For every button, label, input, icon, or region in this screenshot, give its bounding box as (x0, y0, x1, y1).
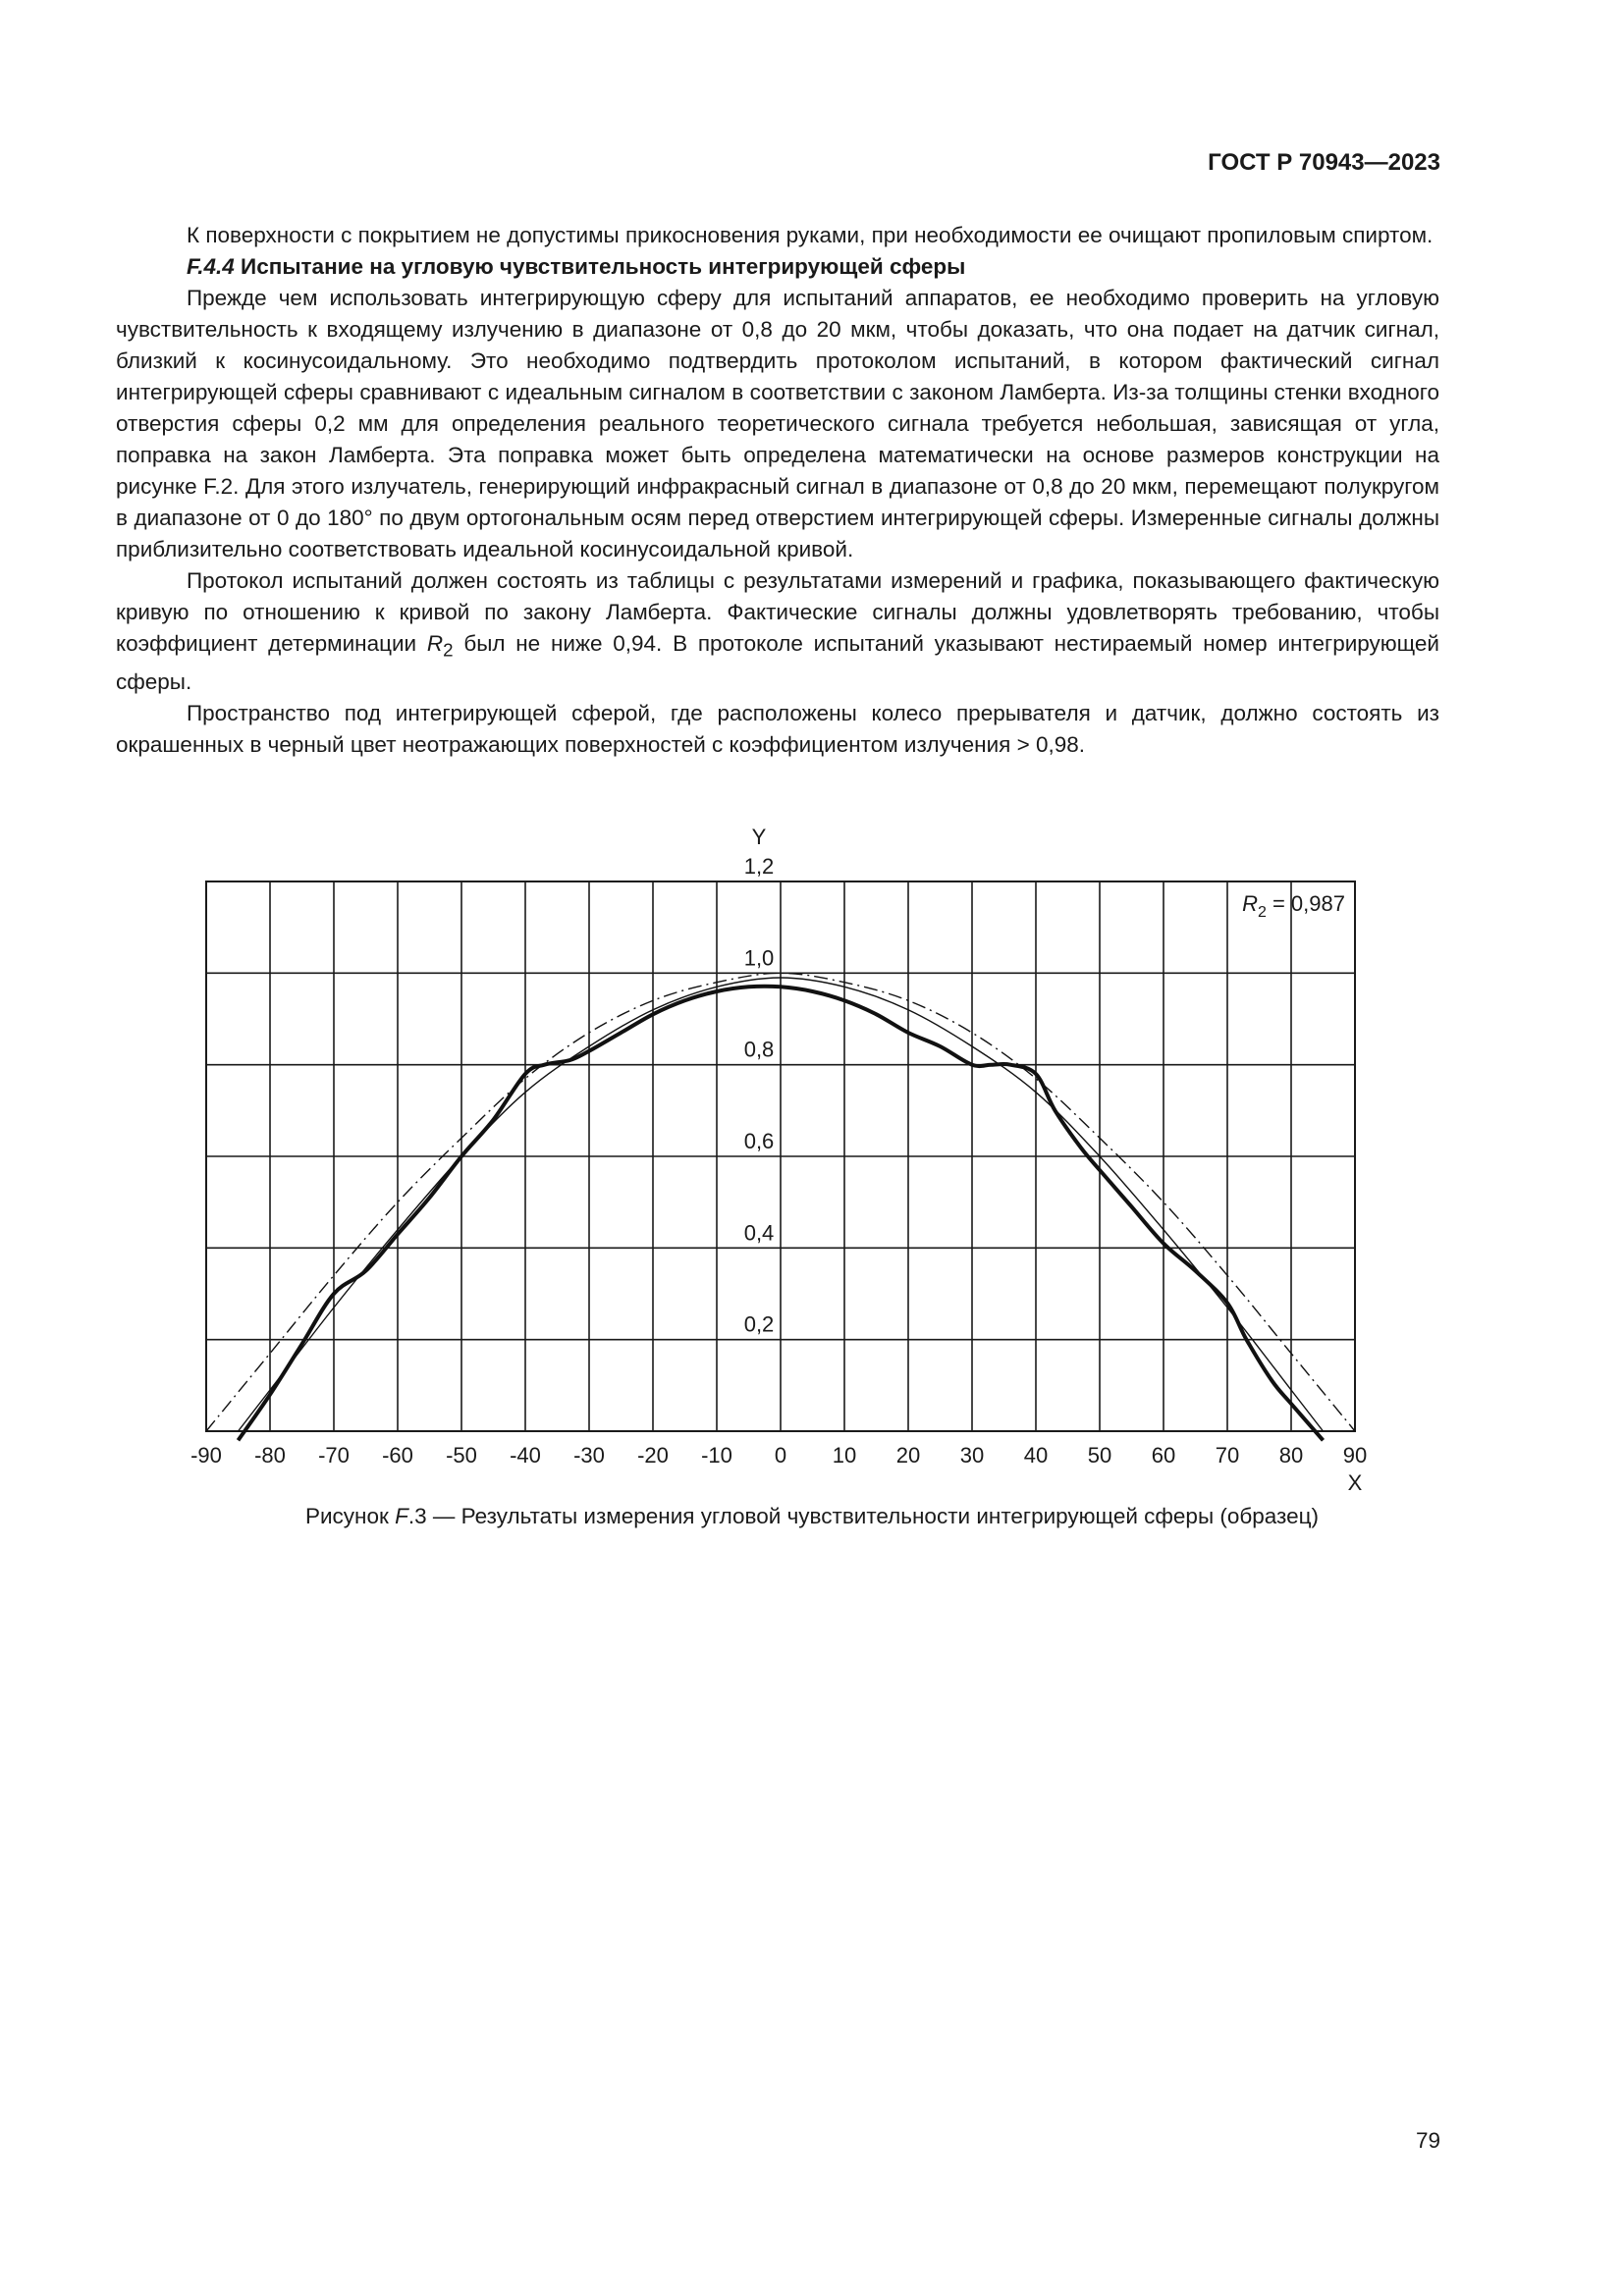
x-tick-label: -40 (510, 1443, 541, 1468)
x-tick-label: 90 (1342, 1443, 1368, 1468)
x-tick-label: 60 (1151, 1443, 1176, 1468)
x-axis-label: X (1347, 1470, 1363, 1490)
chart-grid (206, 881, 1355, 1431)
x-tick-label: -90 (190, 1443, 222, 1468)
section-heading (116, 251, 1439, 283)
caption-text: .3 — Результаты измерения угловой чувствительности интегрирующей сферы (образец) (407, 1504, 1319, 1528)
r2-subscript: 2 (1257, 904, 1267, 921)
r2-symbol: R (1242, 891, 1258, 916)
x-tick-label: 0 (774, 1443, 787, 1468)
y-tick-label: 0,4 (743, 1220, 775, 1246)
section-number: F.4.4 (187, 254, 235, 279)
x-tick-label: -20 (637, 1443, 669, 1468)
paragraph-procedure: Прежде чем использовать интегрирующую сферу для испытаний аппаратов, ее необходимо проверить на угловую чувствительность к входящему излучению в диапазоне от 0,8 до 20 мкм, чтобы доказать, что она подает на датчик сигнал, близкий к косинусоидальному. Это необходимо подтвердить протоколом испытаний, в котором фактический сигнал интегрирующей сферы сравнивают с идеальным сигналом в соответствии с законом Ламберта. Из-за толщины стенки входного отверстия сферы 0,2 мм для определения реального теоретического сигнала требуется небольшая, зависящая от угла, поправка на закон Ламберта. Эта поправка может быть определена математически на основе размеров конструкции на рисунке F.2. Для этого излучатель, генерирующий инфракрасный сигнал в диапазоне от 0,8 до 20 мкм, перемещают полукругом в диапазоне от 0 до 180° по двум ортогональным осям перед отверстием интегрирующей сферы. Измеренные сигналы должны приблизительно соответствовать идеальной косинусоидальной кривой. (116, 286, 1439, 561)
x-tick-label: -10 (701, 1443, 732, 1468)
paragraph-space: Пространство под интегрирующей сферой, где расположены колесо прерывателя и датчик, должно состоять из окрашенных в черный цвет неотражающих поверхностей с коэффициентом излучения > 0,98. (116, 700, 1439, 757)
x-tick-label: -70 (318, 1443, 350, 1468)
x-tick-label: 40 (1023, 1443, 1049, 1468)
x-tick-label: -60 (382, 1443, 413, 1468)
protocol-text-a: Протокол испытаний должен состоять из таблицы с результатами измерений и графика, показывающего фактическую кривую по отношению к кривой по закону Ламберта. Фактические сигналы должны удовлетворять требованию, чтобы коэффициент детерминации (116, 568, 1439, 656)
y-tick-label: 1,2 (743, 854, 775, 879)
x-tick-label: -30 (573, 1443, 605, 1468)
figure-chart (187, 823, 1394, 1490)
page-number: 79 (1415, 2128, 1440, 2153)
caption-figure-letter: F (395, 1504, 408, 1528)
x-tick-label: 80 (1278, 1443, 1304, 1468)
x-tick-label: -80 (254, 1443, 286, 1468)
r-symbol: R (426, 631, 444, 656)
r2-annotation (1242, 891, 1345, 921)
r2-value: = 0,987 (1266, 891, 1345, 916)
caption-prefix: Рисунок (304, 1504, 396, 1528)
x-tick-label: 20 (895, 1443, 921, 1468)
y-tick-label: 0,8 (743, 1037, 775, 1062)
x-tick-label: 30 (959, 1443, 985, 1468)
x-tick-label: -50 (446, 1443, 477, 1468)
y-tick-label: 0,2 (743, 1311, 775, 1337)
x-tick-label: 10 (832, 1443, 857, 1468)
figure-caption (0, 1504, 1624, 1529)
x-tick-label: 50 (1087, 1443, 1112, 1468)
standard-designation: ГОСТ Р 70943—2023 (1208, 149, 1440, 176)
protocol-text-b: был не ниже 0,94. В протоколе испытаний указывают нестираемый номер интегрирующей сферы. (116, 631, 1440, 694)
chart-labels (190, 854, 1367, 1468)
chart-svg (187, 823, 1394, 1490)
x-tick-label: 70 (1215, 1443, 1240, 1468)
y-tick-label: 0,6 (743, 1129, 775, 1153)
y-tick-label: 1,0 (743, 945, 775, 971)
body-text (116, 220, 1439, 761)
paragraph-protocol (116, 565, 1439, 698)
section-title: Испытание на угловую чувствительность интегрирующей сферы (241, 254, 966, 279)
r-subscript: 2 (443, 639, 454, 661)
y-axis-label: Y (751, 825, 767, 849)
paragraph-cleaning: К поверхности с покрытием не допустимы прикосновения руками, при необходимости ее очищают пропиловым спиртом. (187, 223, 1434, 247)
